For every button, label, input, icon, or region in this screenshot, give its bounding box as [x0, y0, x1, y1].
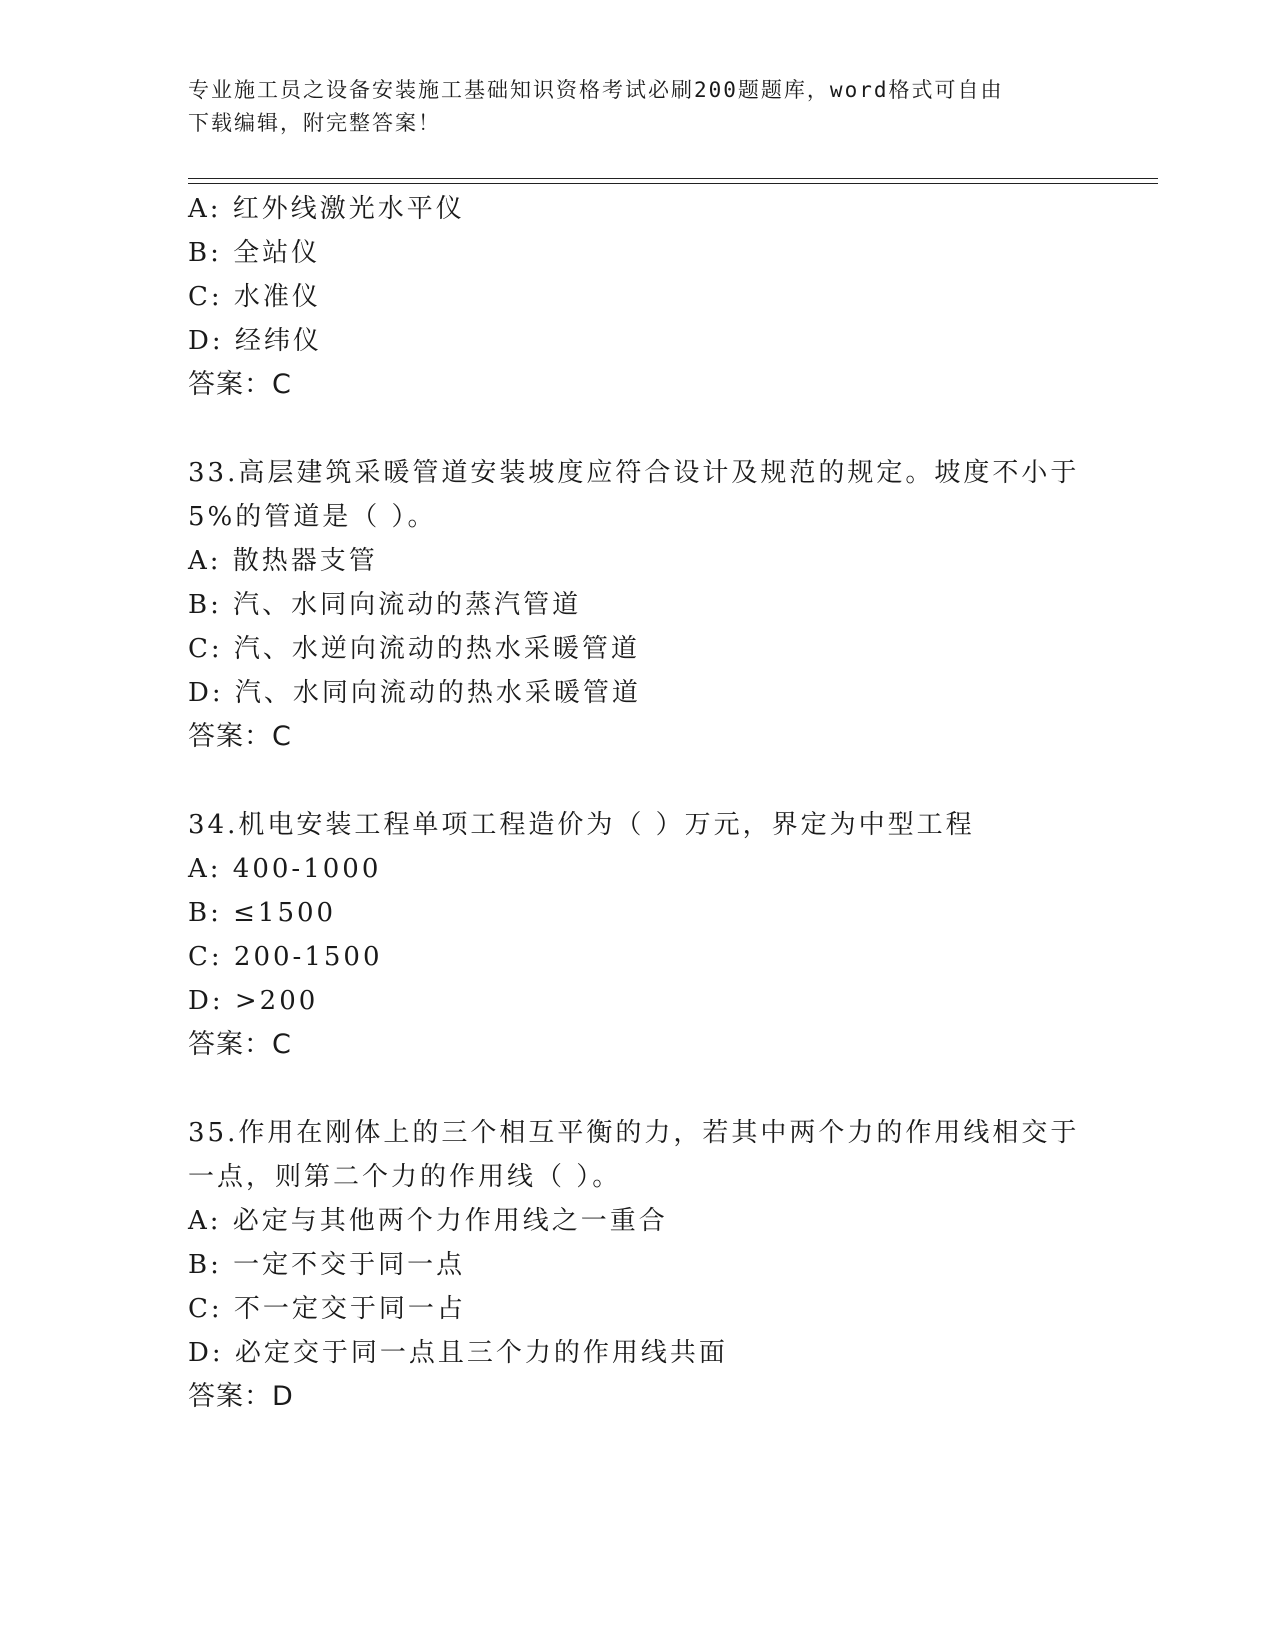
q33-option-d: D: 汽、水同向流动的热水采暖管道: [188, 678, 641, 708]
q34-option-b: B: ≤1500: [188, 898, 337, 928]
q34-stem-line-1: 34.机电安装工程单项工程造价为（ ）万元，界定为中型工程: [188, 810, 975, 840]
header-divider-top: [188, 178, 1158, 179]
q32-answer: 答案：C: [188, 369, 292, 400]
header-divider-bottom: [188, 183, 1158, 184]
q33-stem-line-2: 5%的管道是（ ）。: [188, 502, 437, 532]
q32-option-c: C: 水准仪: [188, 282, 321, 312]
q34-option-d: D: >200: [188, 986, 319, 1016]
q33-option-c: C: 汽、水逆向流动的热水采暖管道: [188, 634, 640, 664]
q32-option-d: D: 经纬仪: [188, 326, 322, 356]
q35-option-a: A: 必定与其他两个力作用线之一重合: [188, 1206, 668, 1236]
q35-option-c: C: 不一定交于同一占: [188, 1294, 466, 1324]
q34-answer: 答案：C: [188, 1029, 292, 1060]
header-line-1: 专业施工员之设备安装施工基础知识资格考试必刷200题题库，word格式可自由: [188, 78, 1004, 102]
q33-option-a: A: 散热器支管: [188, 546, 378, 576]
q32-option-b: B: 全站仪: [188, 238, 321, 268]
q35-answer: 答案：D: [188, 1381, 294, 1412]
q33-answer: 答案：C: [188, 721, 292, 752]
q32-option-a: A: 红外线激光水平仪: [188, 194, 465, 224]
q33-option-b: B: 汽、水同向流动的蒸汽管道: [188, 590, 582, 620]
q35-option-d: D: 必定交于同一点且三个力的作用线共面: [188, 1338, 728, 1368]
q33-stem-line-1: 33.高层建筑采暖管道安装坡度应符合设计及规范的规定。坡度不小于: [188, 458, 1080, 488]
q34-option-a: A: 400-1000: [188, 854, 382, 884]
document-header: [188, 74, 1068, 140]
q34-option-c: C: 200-1500: [188, 942, 383, 972]
q35-stem-line-1: 35.作用在刚体上的三个相互平衡的力，若其中两个力的作用线相交于: [188, 1118, 1080, 1148]
q35-stem-line-2: 一点，则第二个力的作用线（ ）。: [188, 1162, 622, 1192]
q35-option-b: B: 一定不交于同一点: [188, 1250, 466, 1280]
header-line-2: 下载编辑，附完整答案！: [188, 111, 441, 135]
